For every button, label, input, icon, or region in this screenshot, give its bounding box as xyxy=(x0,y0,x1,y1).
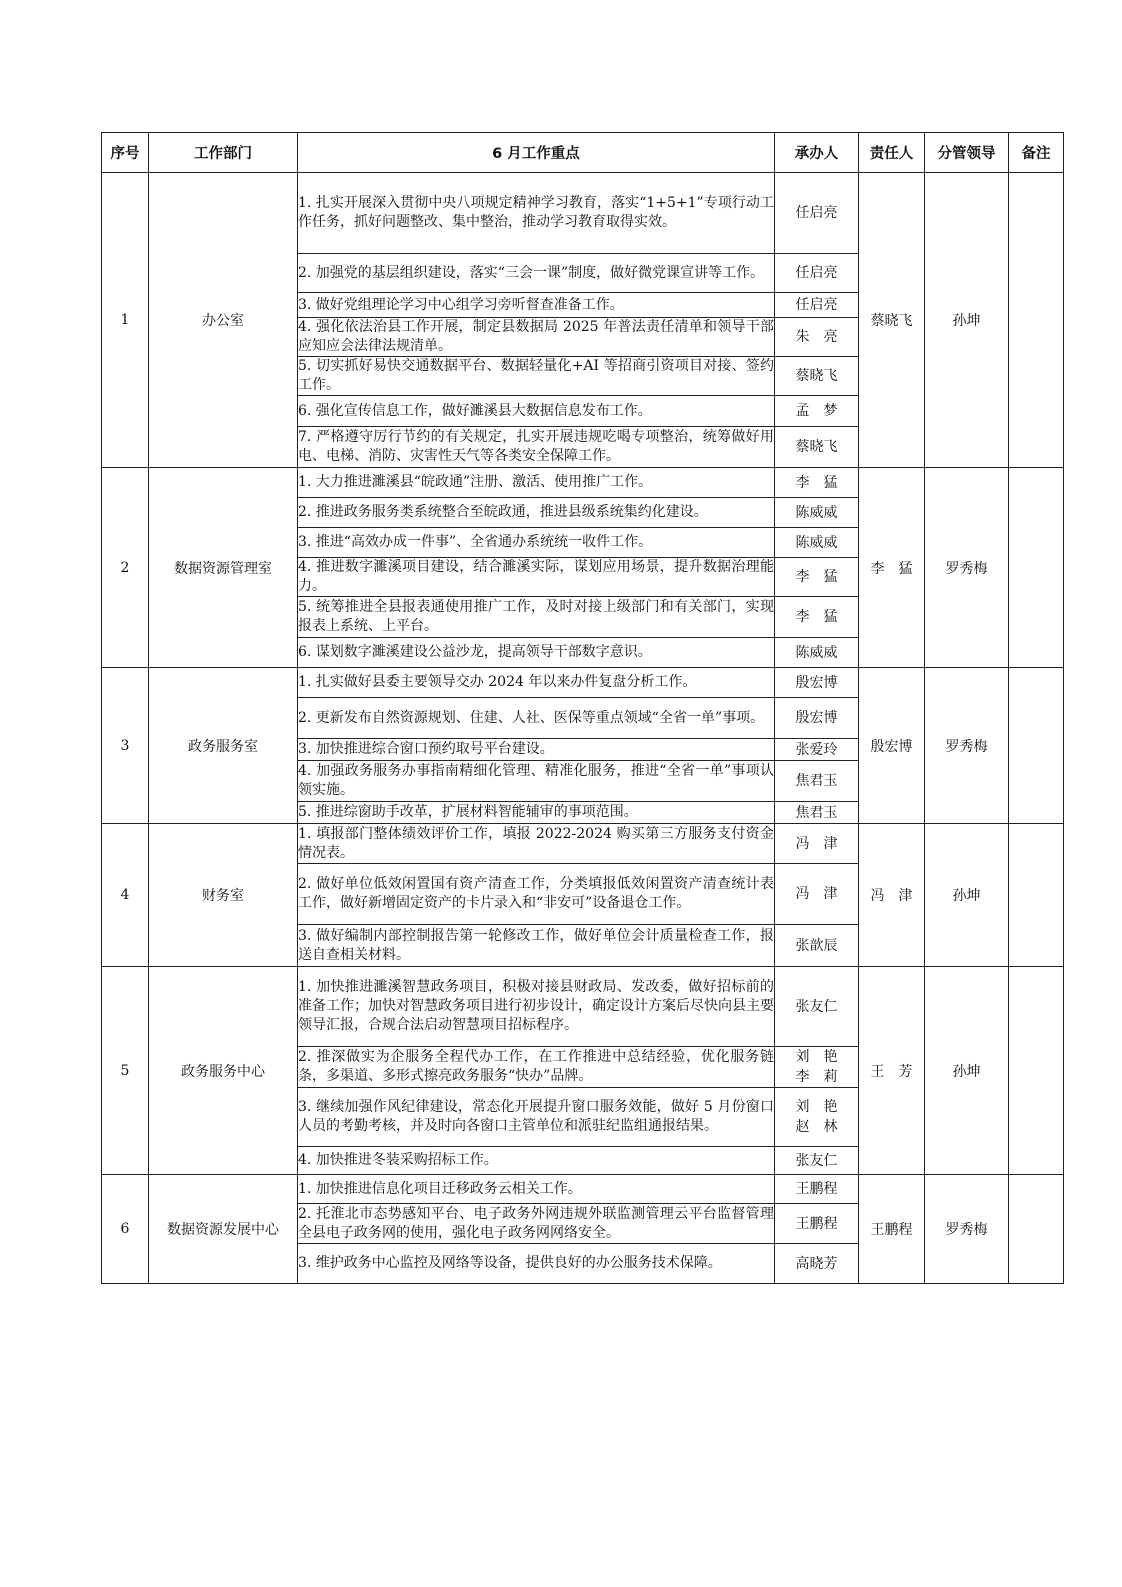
handler-name: 刘 艳 xyxy=(795,1099,838,1115)
handler-name: 李 猛 xyxy=(795,474,838,491)
task-cell: 3. 推进“高效办成一件事”、全省通办系统统一收件工作。 xyxy=(298,528,775,558)
leader-cell: 孙坤 xyxy=(925,173,1009,468)
handler-name: 李 猛 xyxy=(795,569,838,585)
remark-cell xyxy=(1009,468,1064,668)
handler-name: 蔡晓飞 xyxy=(795,439,838,455)
handler-name: 张友仁 xyxy=(795,1152,838,1169)
handler-name: 赵 林 xyxy=(795,1119,838,1135)
leader-cell: 孙坤 xyxy=(925,967,1009,1175)
responsible-cell: 王鹏程 xyxy=(859,1175,925,1284)
leader-cell: 罗秀梅 xyxy=(925,668,1009,824)
handler-cell xyxy=(775,1175,859,1204)
dept-cell: 数据资源管理室 xyxy=(149,468,298,668)
task-cell: 3. 做好编制内部控制报告第一轮修改工作，做好单位会计质量检查工作，报送自查相关材料。 xyxy=(298,925,775,967)
responsible-cell: 李 猛 xyxy=(859,468,925,668)
header-remark: 备注 xyxy=(1009,133,1064,173)
seq-cell: 1 xyxy=(102,173,149,468)
task-cell: 5. 切实抓好易快交通数据平台、数据轻量化+AI 等招商引资项目对接、签约工作。 xyxy=(298,357,775,396)
handler-cell xyxy=(775,173,859,254)
handler-cell xyxy=(775,864,859,925)
handler-name: 焦君玉 xyxy=(795,773,838,789)
task-cell: 4. 加强政务服务办事指南精细化管理、精准化服务，推进“全省一单”事项认领实施。 xyxy=(298,761,775,802)
handler-cell xyxy=(775,739,859,761)
task-cell: 3. 加快推进综合窗口预约取号平台建设。 xyxy=(298,739,775,761)
table-row xyxy=(102,824,1064,864)
handler-name: 张歆辰 xyxy=(795,937,838,954)
handler-cell xyxy=(775,293,859,318)
task-cell: 6. 强化宣传信息工作，做好濉溪县大数据信息发布工作。 xyxy=(298,396,775,427)
seq-cell: 5 xyxy=(102,967,149,1175)
handler-cell xyxy=(775,638,859,668)
handler-name: 任启亮 xyxy=(795,297,838,313)
responsible-cell: 蔡晓飞 xyxy=(859,173,925,468)
table-row xyxy=(102,468,1064,498)
task-cell: 4. 加快推进冬装采购招标工作。 xyxy=(298,1147,775,1175)
header-leader: 分管领导 xyxy=(925,133,1009,173)
responsible-cell: 王 芳 xyxy=(859,967,925,1175)
header-focus: 6 月工作重点 xyxy=(298,133,775,173)
handler-cell xyxy=(775,698,859,739)
handler-cell xyxy=(775,427,859,468)
task-cell: 2. 推进政务服务类系统整合至皖政通，推进县级系统集约化建设。 xyxy=(298,498,775,528)
task-cell: 1. 大力推进濉溪县“皖政通”注册、激活、使用推广工作。 xyxy=(298,468,775,498)
table-row xyxy=(102,173,1064,254)
seq-cell: 3 xyxy=(102,668,149,824)
handler-name: 张爱玲 xyxy=(795,741,838,758)
handler-name: 蔡晓飞 xyxy=(795,368,838,384)
handler-name: 刘 艳 xyxy=(795,1049,838,1065)
table-row xyxy=(102,1175,1064,1204)
handler-cell xyxy=(775,1088,859,1147)
handler-name: 王鹏程 xyxy=(795,1181,838,1197)
handler-cell xyxy=(775,528,859,558)
header-seq: 序号 xyxy=(102,133,149,173)
dept-cell: 政务服务中心 xyxy=(149,967,298,1175)
task-cell: 2. 加强党的基层组织建设，落实“三会一课”制度，做好微党课宣讲等工作。 xyxy=(298,254,775,293)
dept-cell: 财务室 xyxy=(149,824,298,967)
leader-cell: 罗秀梅 xyxy=(925,1175,1009,1284)
responsible-cell: 殷宏博 xyxy=(859,668,925,824)
remark-cell xyxy=(1009,824,1064,967)
handler-cell xyxy=(775,558,859,597)
remark-cell xyxy=(1009,173,1064,468)
handler-cell xyxy=(775,396,859,427)
handler-cell xyxy=(775,824,859,864)
task-cell: 4. 推进数字濉溪项目建设，结合濉溪实际，谋划应用场景，提升数据治理能力。 xyxy=(298,558,775,597)
seq-cell: 6 xyxy=(102,1175,149,1284)
handler-cell xyxy=(775,761,859,802)
task-cell: 5. 推进综窗助手改革，扩展材料智能辅审的事项范围。 xyxy=(298,802,775,824)
leader-cell: 孙坤 xyxy=(925,824,1009,967)
task-cell: 1. 填报部门整体绩效评价工作，填报 2022-2024 购买第三方服务支付资金情况表。 xyxy=(298,824,775,864)
handler-name: 陈威威 xyxy=(795,534,838,551)
table-row xyxy=(102,967,1064,1047)
handler-cell xyxy=(775,318,859,357)
task-cell: 4. 强化依法治县工作开展，制定县数据局 2025 年普法责任清单和领导干部应知应会法律法规清单。 xyxy=(298,318,775,357)
handler-cell xyxy=(775,1047,859,1088)
handler-name: 李 猛 xyxy=(795,609,838,625)
handler-cell xyxy=(775,357,859,396)
task-cell: 3. 做好党组理论学习中心组学习旁听督查准备工作。 xyxy=(298,293,775,318)
task-cell: 2. 推深做实为企服务全程代办工作，在工作推进中总结经验，优化服务链条，多渠道、多形式擦亮政务服务“快办”品牌。 xyxy=(298,1047,775,1088)
handler-cell xyxy=(775,597,859,638)
handler-name: 王鹏程 xyxy=(795,1215,838,1232)
handler-cell xyxy=(775,1204,859,1244)
handler-name: 孟 梦 xyxy=(795,403,838,419)
handler-name: 张友仁 xyxy=(795,998,838,1015)
task-cell: 3. 维护政务中心监控及网络等设备，提供良好的办公服务技术保障。 xyxy=(298,1244,775,1284)
work-plan-table xyxy=(101,132,1064,1284)
handler-name: 冯 津 xyxy=(795,835,838,852)
handler-name: 高晓芳 xyxy=(795,1255,838,1272)
header-handler: 承办人 xyxy=(775,133,859,173)
handler-name: 陈威威 xyxy=(795,644,838,661)
task-cell: 7. 严格遵守厉行节约的有关规定，扎实开展违规吃喝专项整治，统筹做好用电、电梯、消防、灾害性天气等各类安全保障工作。 xyxy=(298,427,775,468)
handler-cell xyxy=(775,925,859,967)
handler-name: 任启亮 xyxy=(795,265,838,281)
handler-cell xyxy=(775,967,859,1047)
handler-cell xyxy=(775,802,859,824)
handler-name: 殷宏博 xyxy=(795,710,838,726)
header-dept: 工作部门 xyxy=(149,133,298,173)
task-cell: 1. 扎实开展深入贯彻中央八项规定精神学习教育，落实“1+5+1”专项行动工作任务，抓好问题整改、集中整治，推动学习教育取得实效。 xyxy=(298,173,775,254)
header-responsible: 责任人 xyxy=(859,133,925,173)
remark-cell xyxy=(1009,967,1064,1175)
dept-cell: 办公室 xyxy=(149,173,298,468)
leader-cell: 罗秀梅 xyxy=(925,468,1009,668)
remark-cell xyxy=(1009,668,1064,824)
handler-cell xyxy=(775,468,859,498)
table-row xyxy=(102,668,1064,698)
handler-name: 任启亮 xyxy=(795,205,838,221)
table-header xyxy=(102,133,1064,173)
handler-name: 焦君玉 xyxy=(795,804,838,821)
table-body xyxy=(102,173,1064,1284)
seq-cell: 4 xyxy=(102,824,149,967)
handler-cell xyxy=(775,498,859,528)
task-cell: 1. 扎实做好县委主要领导交办 2024 年以来办件复盘分析工作。 xyxy=(298,668,775,698)
dept-cell: 政务服务室 xyxy=(149,668,298,824)
handler-name: 李 莉 xyxy=(795,1069,838,1085)
handler-cell xyxy=(775,1147,859,1175)
handler-name: 殷宏博 xyxy=(795,674,838,691)
task-cell: 1. 加快推进濉溪智慧政务项目，积极对接县财政局、发改委，做好招标前的准备工作；加快对智慧政务项目进行初步设计，确定设计方案后尽快向县主要领导汇报，合规合法启动智慧项目招标程序。 xyxy=(298,967,775,1047)
remark-cell xyxy=(1009,1175,1064,1284)
task-cell: 2. 托淮北市态势感知平台、电子政务外网违规外联监测管理云平台监督管理全县电子政务网的使用，强化电子政务网网络安全。 xyxy=(298,1204,775,1244)
dept-cell: 数据资源发展中心 xyxy=(149,1175,298,1284)
handler-name: 朱 亮 xyxy=(795,329,838,345)
handler-name: 陈威威 xyxy=(795,504,838,521)
handler-cell xyxy=(775,1244,859,1284)
handler-cell xyxy=(775,668,859,698)
header-row xyxy=(102,133,1064,173)
task-cell: 3. 继续加强作风纪律建设，常态化开展提升窗口服务效能，做好 5 月份窗口人员的考勤考核，并及时向各窗口主管单位和派驻纪监组通报结果。 xyxy=(298,1088,775,1147)
task-cell: 1. 加快推进信息化项目迁移政务云相关工作。 xyxy=(298,1175,775,1204)
seq-cell: 2 xyxy=(102,468,149,668)
task-cell: 2. 做好单位低效闲置国有资产清查工作，分类填报低效闲置资产清查统计表工作，做好新增固定资产的卡片录入和“非安可”设备退仓工作。 xyxy=(298,864,775,925)
task-cell: 6. 谋划数字濉溪建设公益沙龙，提高领导干部数字意识。 xyxy=(298,638,775,668)
task-cell: 5. 统筹推进全县报表通使用推广工作，及时对接上级部门和有关部门，实现报表上系统、上平台。 xyxy=(298,597,775,638)
handler-cell xyxy=(775,254,859,293)
handler-name: 冯 津 xyxy=(795,886,838,902)
task-cell: 2. 更新发布自然资源规划、住建、人社、医保等重点领域“全省一单”事项。 xyxy=(298,698,775,739)
responsible-cell: 冯 津 xyxy=(859,824,925,967)
